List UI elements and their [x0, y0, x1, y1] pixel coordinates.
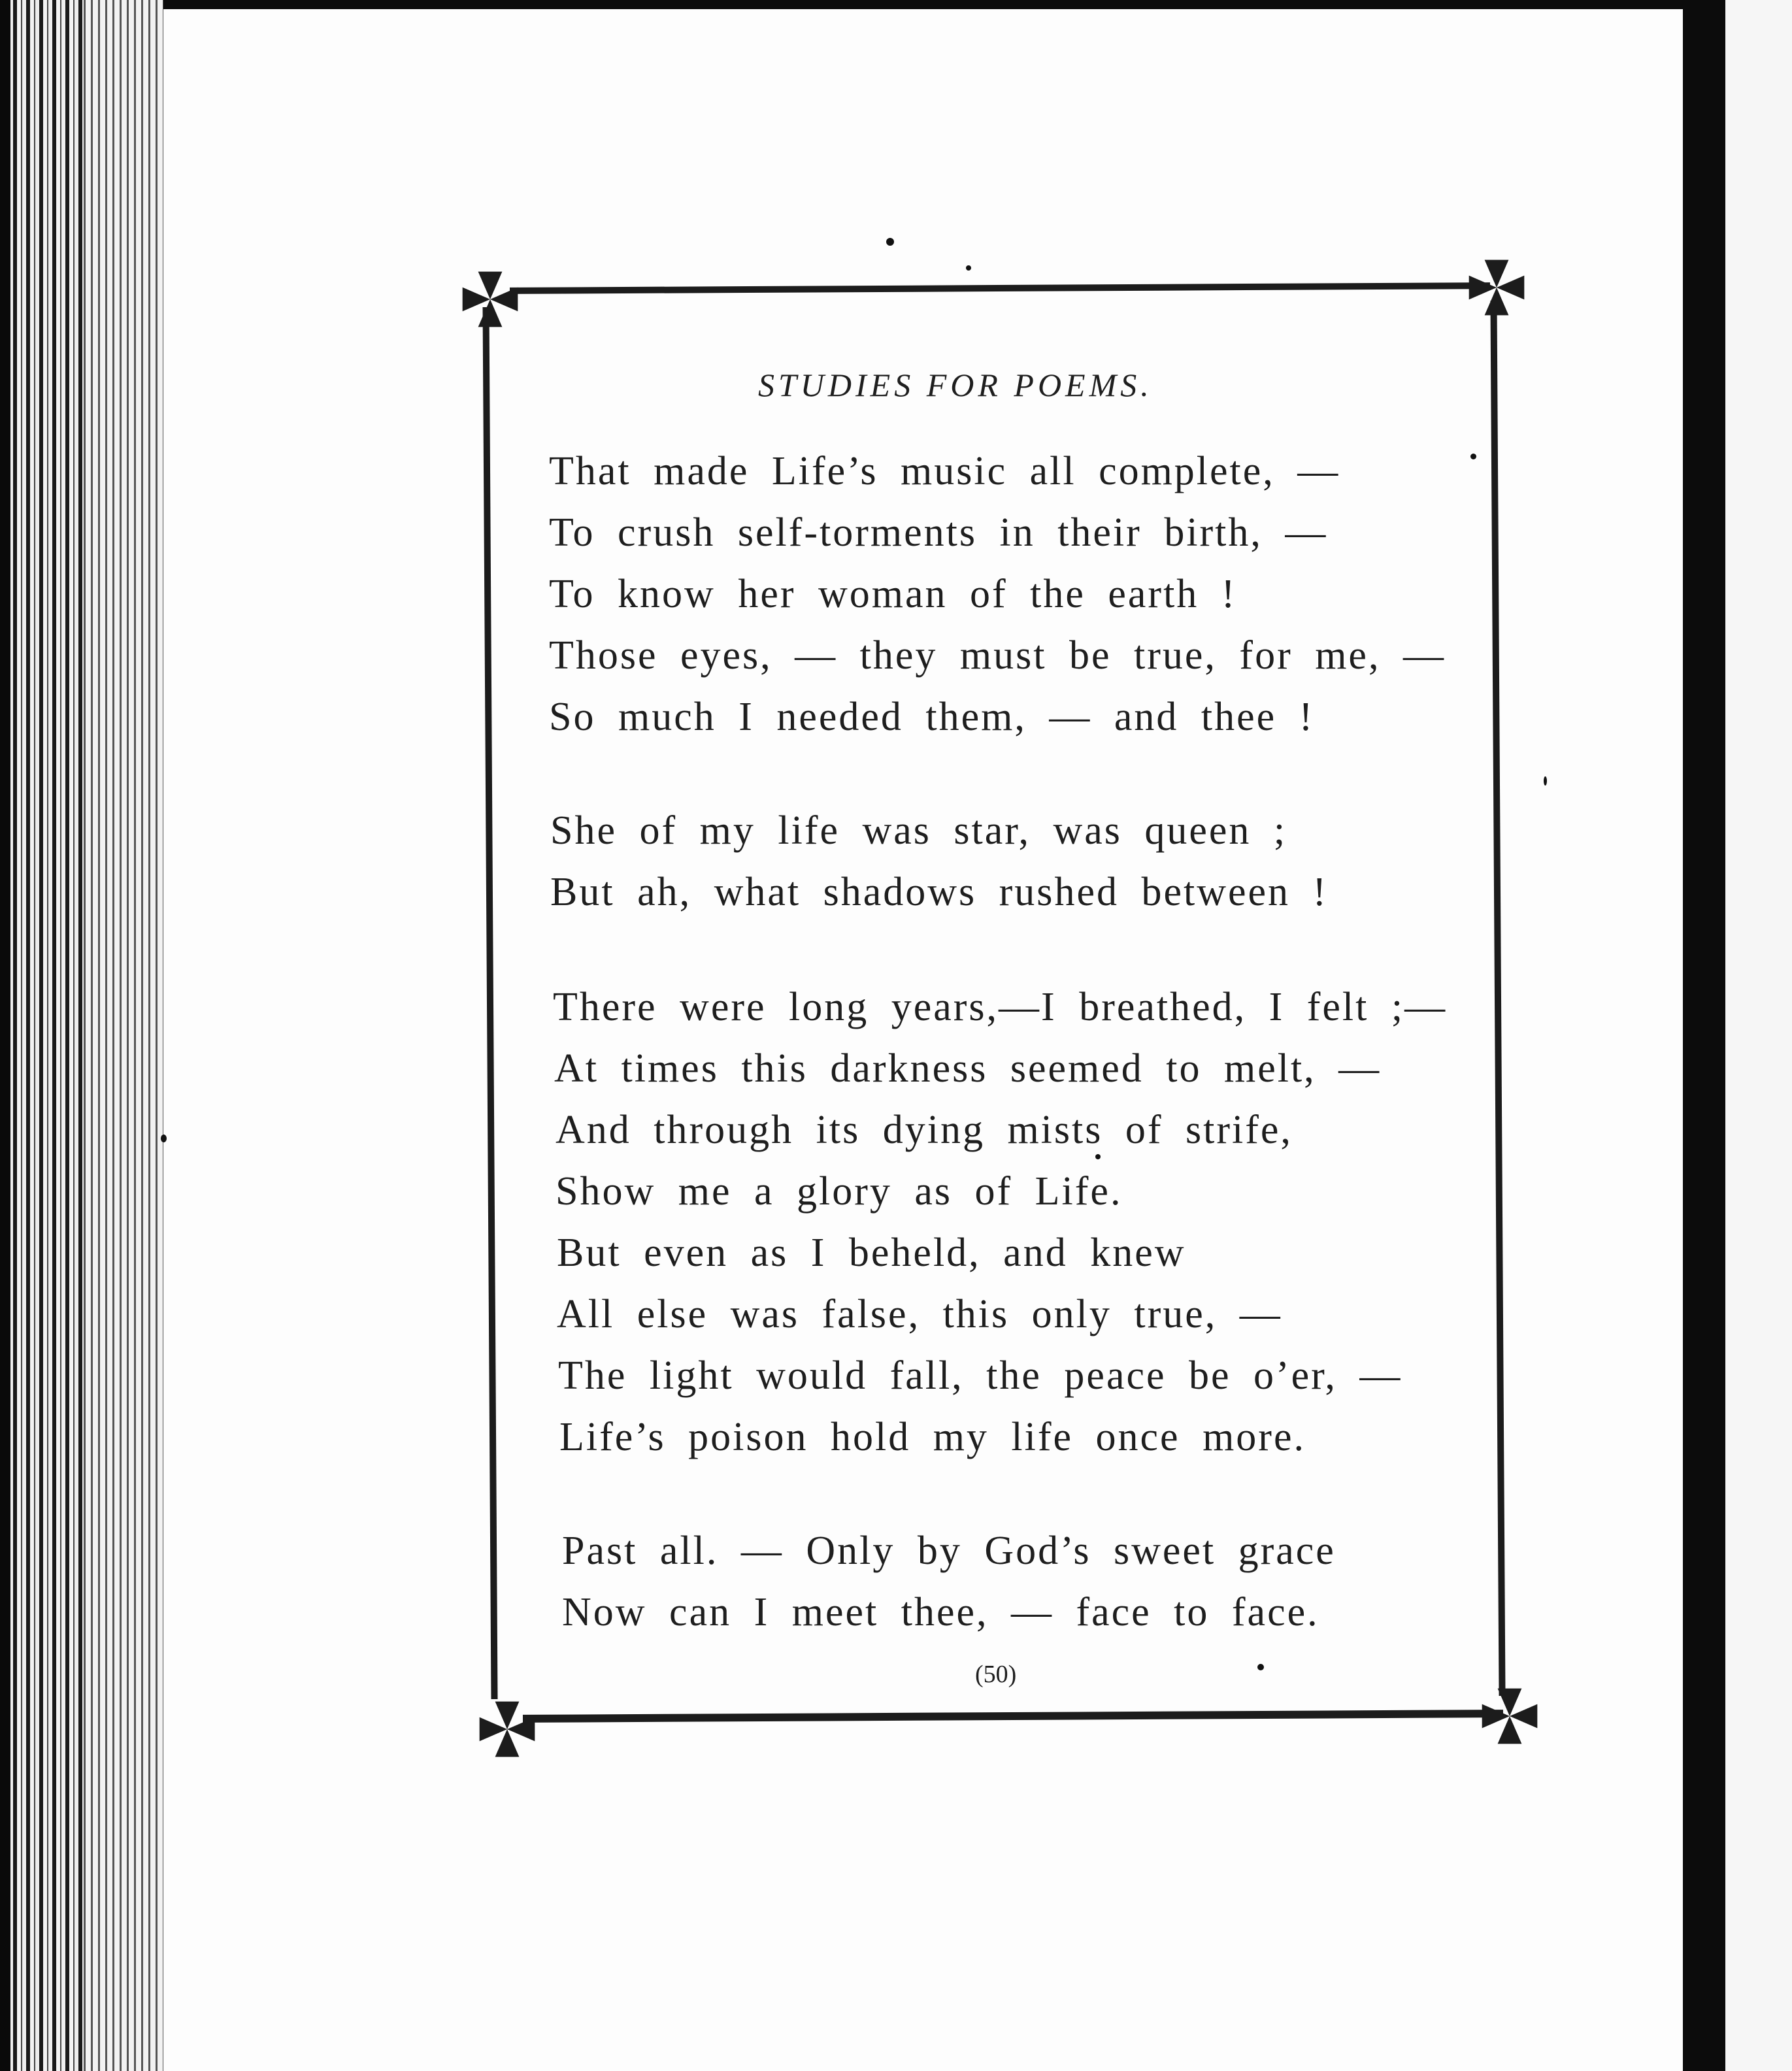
- poem-line: The light would fall, the peace be o’er, —: [558, 1353, 1402, 1398]
- ink-speck: [1257, 1664, 1264, 1670]
- page-edges: [84, 0, 163, 2071]
- ink-speck: [886, 238, 894, 246]
- ink-speck: [1470, 454, 1476, 459]
- cross-pattee-icon: [477, 1699, 537, 1759]
- frame-right-border: [1490, 301, 1505, 1696]
- cross-pattee-icon: [460, 269, 520, 329]
- poem-line: Show me a glory as of Life.: [556, 1169, 1123, 1214]
- cross-pattee-icon: [1467, 257, 1527, 318]
- page-number: (50): [975, 1661, 1017, 1688]
- poem-line: That made Life’s music all complete, —: [549, 449, 1340, 493]
- poem-line: Life’s poison hold my life once more.: [559, 1415, 1306, 1459]
- ink-speck: [1544, 776, 1547, 786]
- poem-line: All else was false, this only true, —: [557, 1292, 1282, 1336]
- right-dark-edge: [1683, 0, 1725, 2071]
- right-margin: [1725, 0, 1792, 2071]
- ink-speck: [966, 265, 971, 271]
- poem-line: So much I needed them, — and thee !: [549, 695, 1315, 739]
- frame-bottom-border: [523, 1710, 1503, 1723]
- scan-top-edge: [0, 0, 1792, 9]
- frame-top-border: [510, 282, 1490, 294]
- poem-line: To crush self-torments in their birth, —: [549, 510, 1328, 555]
- spine-dark-edge: [0, 0, 10, 2071]
- poem-line: To know her woman of the earth !: [549, 572, 1237, 616]
- running-head: STUDIES FOR POEMS.: [758, 367, 1153, 403]
- poem-line: She of my life was star, was queen ;: [550, 808, 1287, 853]
- poem-line: There were long years,—I breathed, I felt ;—: [553, 985, 1448, 1029]
- poem-line: And through its dying mists of strife,: [556, 1108, 1293, 1152]
- poem-line: Those eyes, — they must be true, for me, —: [549, 633, 1446, 678]
- poem-line: But even as I beheld, and knew: [557, 1231, 1186, 1275]
- ink-speck: [1095, 1154, 1101, 1159]
- poem-line: Past all. — Only by God’s sweet grace: [562, 1529, 1336, 1573]
- cross-pattee-icon: [1480, 1686, 1540, 1746]
- poem-line: At times this darkness seemed to melt, —: [554, 1046, 1382, 1091]
- ink-speck: [161, 1135, 167, 1142]
- frame-left-border: [482, 307, 497, 1699]
- poem-line: But ah, what shadows rushed between !: [550, 870, 1329, 914]
- poem-line: Now can I meet thee, — face to face.: [562, 1590, 1319, 1634]
